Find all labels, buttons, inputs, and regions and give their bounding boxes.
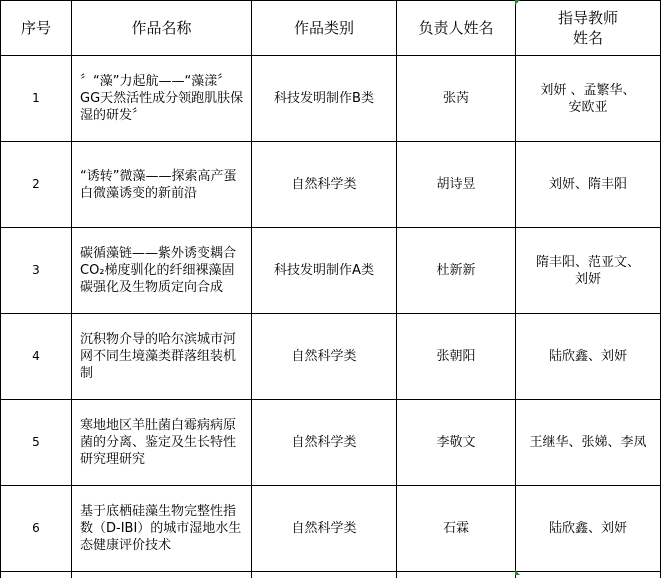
table-row xyxy=(1,56,661,142)
leader-name: 李敬文 xyxy=(397,400,516,486)
advisor-names: 刘妍、隋丰阳 xyxy=(516,142,661,228)
cell-marker-bottom xyxy=(515,570,520,575)
table-row xyxy=(1,142,661,228)
row-number: 5 xyxy=(1,400,72,486)
header-leader: 负责人姓名 xyxy=(397,1,516,56)
header-row xyxy=(1,1,661,56)
advisor-names: 刘妍 、孟繁华、 安欧亚 xyxy=(516,56,661,142)
table-row xyxy=(1,400,661,486)
header-advisors: 指导教师 姓名 xyxy=(516,1,661,56)
advisor-names: 王继华、张娣、李凤 xyxy=(516,400,661,486)
header-title: 作品名称 xyxy=(72,1,252,56)
project-title: 寒地地区羊肚菌白霉病病原菌的分离、鉴定及生长特性研究理研究 xyxy=(72,400,252,486)
advisor-names: 隋丰阳、范亚文、 刘妍 xyxy=(516,228,661,314)
leader-name: 张朝阳 xyxy=(397,314,516,400)
project-category: 科技发明制作A类 xyxy=(252,228,397,314)
row-number: 6 xyxy=(1,486,72,572)
row-number: 3 xyxy=(1,228,72,314)
leader-name: 杜新新 xyxy=(397,228,516,314)
project-category: 自然科学类 xyxy=(252,400,397,486)
project-category: 自然科学类 xyxy=(252,314,397,400)
project-category: 自然科学类 xyxy=(252,142,397,228)
advisor-names: 陆欣鑫、刘妍 xyxy=(516,314,661,400)
leader-name: 张芮 xyxy=(397,56,516,142)
leader-name: 石霖 xyxy=(397,486,516,572)
table-row xyxy=(1,228,661,314)
row-number: 4 xyxy=(1,314,72,400)
advisor-names: 陆欣鑫、刘妍 xyxy=(516,486,661,572)
project-title: “诱转”微藻——探索高产蛋白微藻诱变的新前沿 xyxy=(72,142,252,228)
header-no: 序号 xyxy=(1,1,72,56)
project-title: 碳循藻链——紫外诱变耦合CO₂梯度驯化的纤细裸藻固碳强化及生物质定向合成 xyxy=(72,228,252,314)
row-number: 1 xyxy=(1,56,72,142)
project-category: 科技发明制作B类 xyxy=(252,56,397,142)
header-category: 作品类别 xyxy=(252,1,397,56)
project-title: 基于底栖硅藻生物完整性指数（D-IBI）的城市湿地水生态健康评价技术 xyxy=(72,486,252,572)
project-category: 自然科学类 xyxy=(252,486,397,572)
project-title: 沉积物介导的哈尔滨城市河网不同生境藻类群落组装机制 xyxy=(72,314,252,400)
table-row xyxy=(1,486,661,572)
table-row xyxy=(1,314,661,400)
row-number: 2 xyxy=(1,142,72,228)
project-title: 〞“藻”力起航——“藻漾〞GG天然活性成分领跑肌肤保湿的研发〞 xyxy=(72,56,252,142)
leader-name: 胡诗昱 xyxy=(397,142,516,228)
cell-comment-marker xyxy=(515,0,520,5)
